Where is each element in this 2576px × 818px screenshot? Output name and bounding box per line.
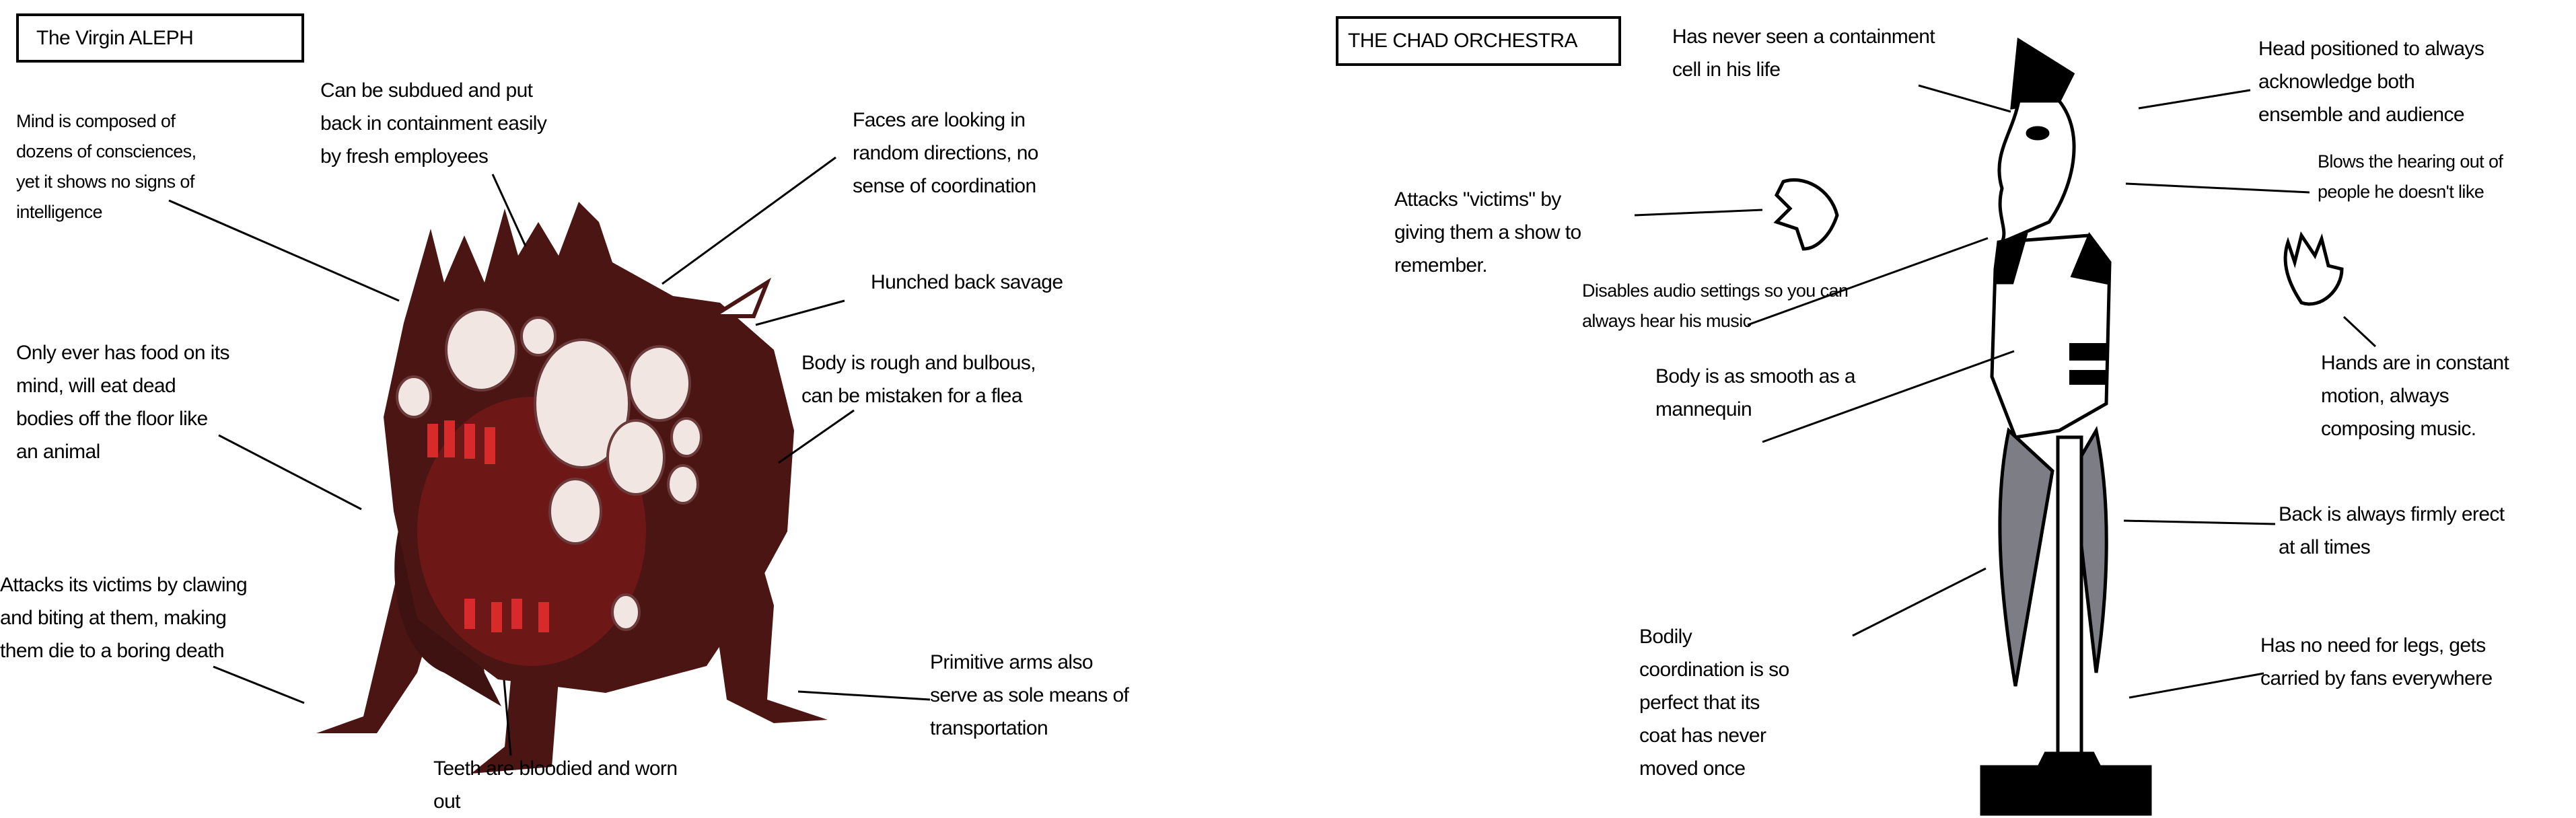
orchestra-title: THE CHAD ORCHESTRA [1336,16,1621,66]
orchestra-pole [2058,437,2081,760]
orchestra-head [1999,101,2074,242]
note-body: Body is rough and bulbous, can be mistaken for a flea [801,352,1036,407]
note-mind: Mind is composed of dozens of consciences, yet it shows no signs of intelligence [16,111,196,222]
note-blows: Blows the hearing out of people he doesn't like [2318,151,2503,202]
note-teeth: Teeth are bloodied and worn out [433,757,678,813]
note-hands: Hands are in constant motion, always composing music. [2321,352,2509,440]
aleph-title: The Virgin ALEPH [16,13,304,63]
note-subdued: Can be subdued and put back in containment easily by fresh employees [320,79,547,168]
orchestra-left-hand [1777,180,1837,249]
orchestra-coat-left [2000,431,2052,686]
note-bodily: Bodily coordination is so perfect that its coat has never moved once [1639,626,1789,780]
note-audio: Disables audio settings so you can always hear his music [1582,281,1849,331]
note-smooth: Body is as smooth as a mannequin [1655,365,1855,420]
orchestra-base [1982,767,2150,814]
orchestra-right-hand [2285,235,2342,304]
note-arms: Primitive arms also serve as sole means of transportation [930,651,1129,739]
note-head: Head positioned to always acknowledge both ensemble and audience [2258,38,2484,126]
note-legs: Has no need for legs, gets carried by fans everywhere [2260,634,2493,690]
note-hunched: Hunched back savage [871,271,1063,293]
aleph-creature [316,202,828,774]
note-attacks-victims: Attacks "victims" by giving them a show to remember. [1394,188,1581,276]
note-never-seen: Has never seen a containment cell in his life [1672,26,1935,81]
orchestra-hat [2012,40,2073,108]
note-food: Only ever has food on its mind, will eat dead bodies off the floor like an animal [16,342,229,463]
orchestra-figure [1777,40,2342,814]
note-attacks: Attacks its victims by clawing and biting at them, making them die to a boring death [0,574,248,662]
note-back: Back is always firmly erect at all times [2279,503,2505,558]
note-faces: Faces are looking in random directions, no sense of coordination [853,109,1038,197]
